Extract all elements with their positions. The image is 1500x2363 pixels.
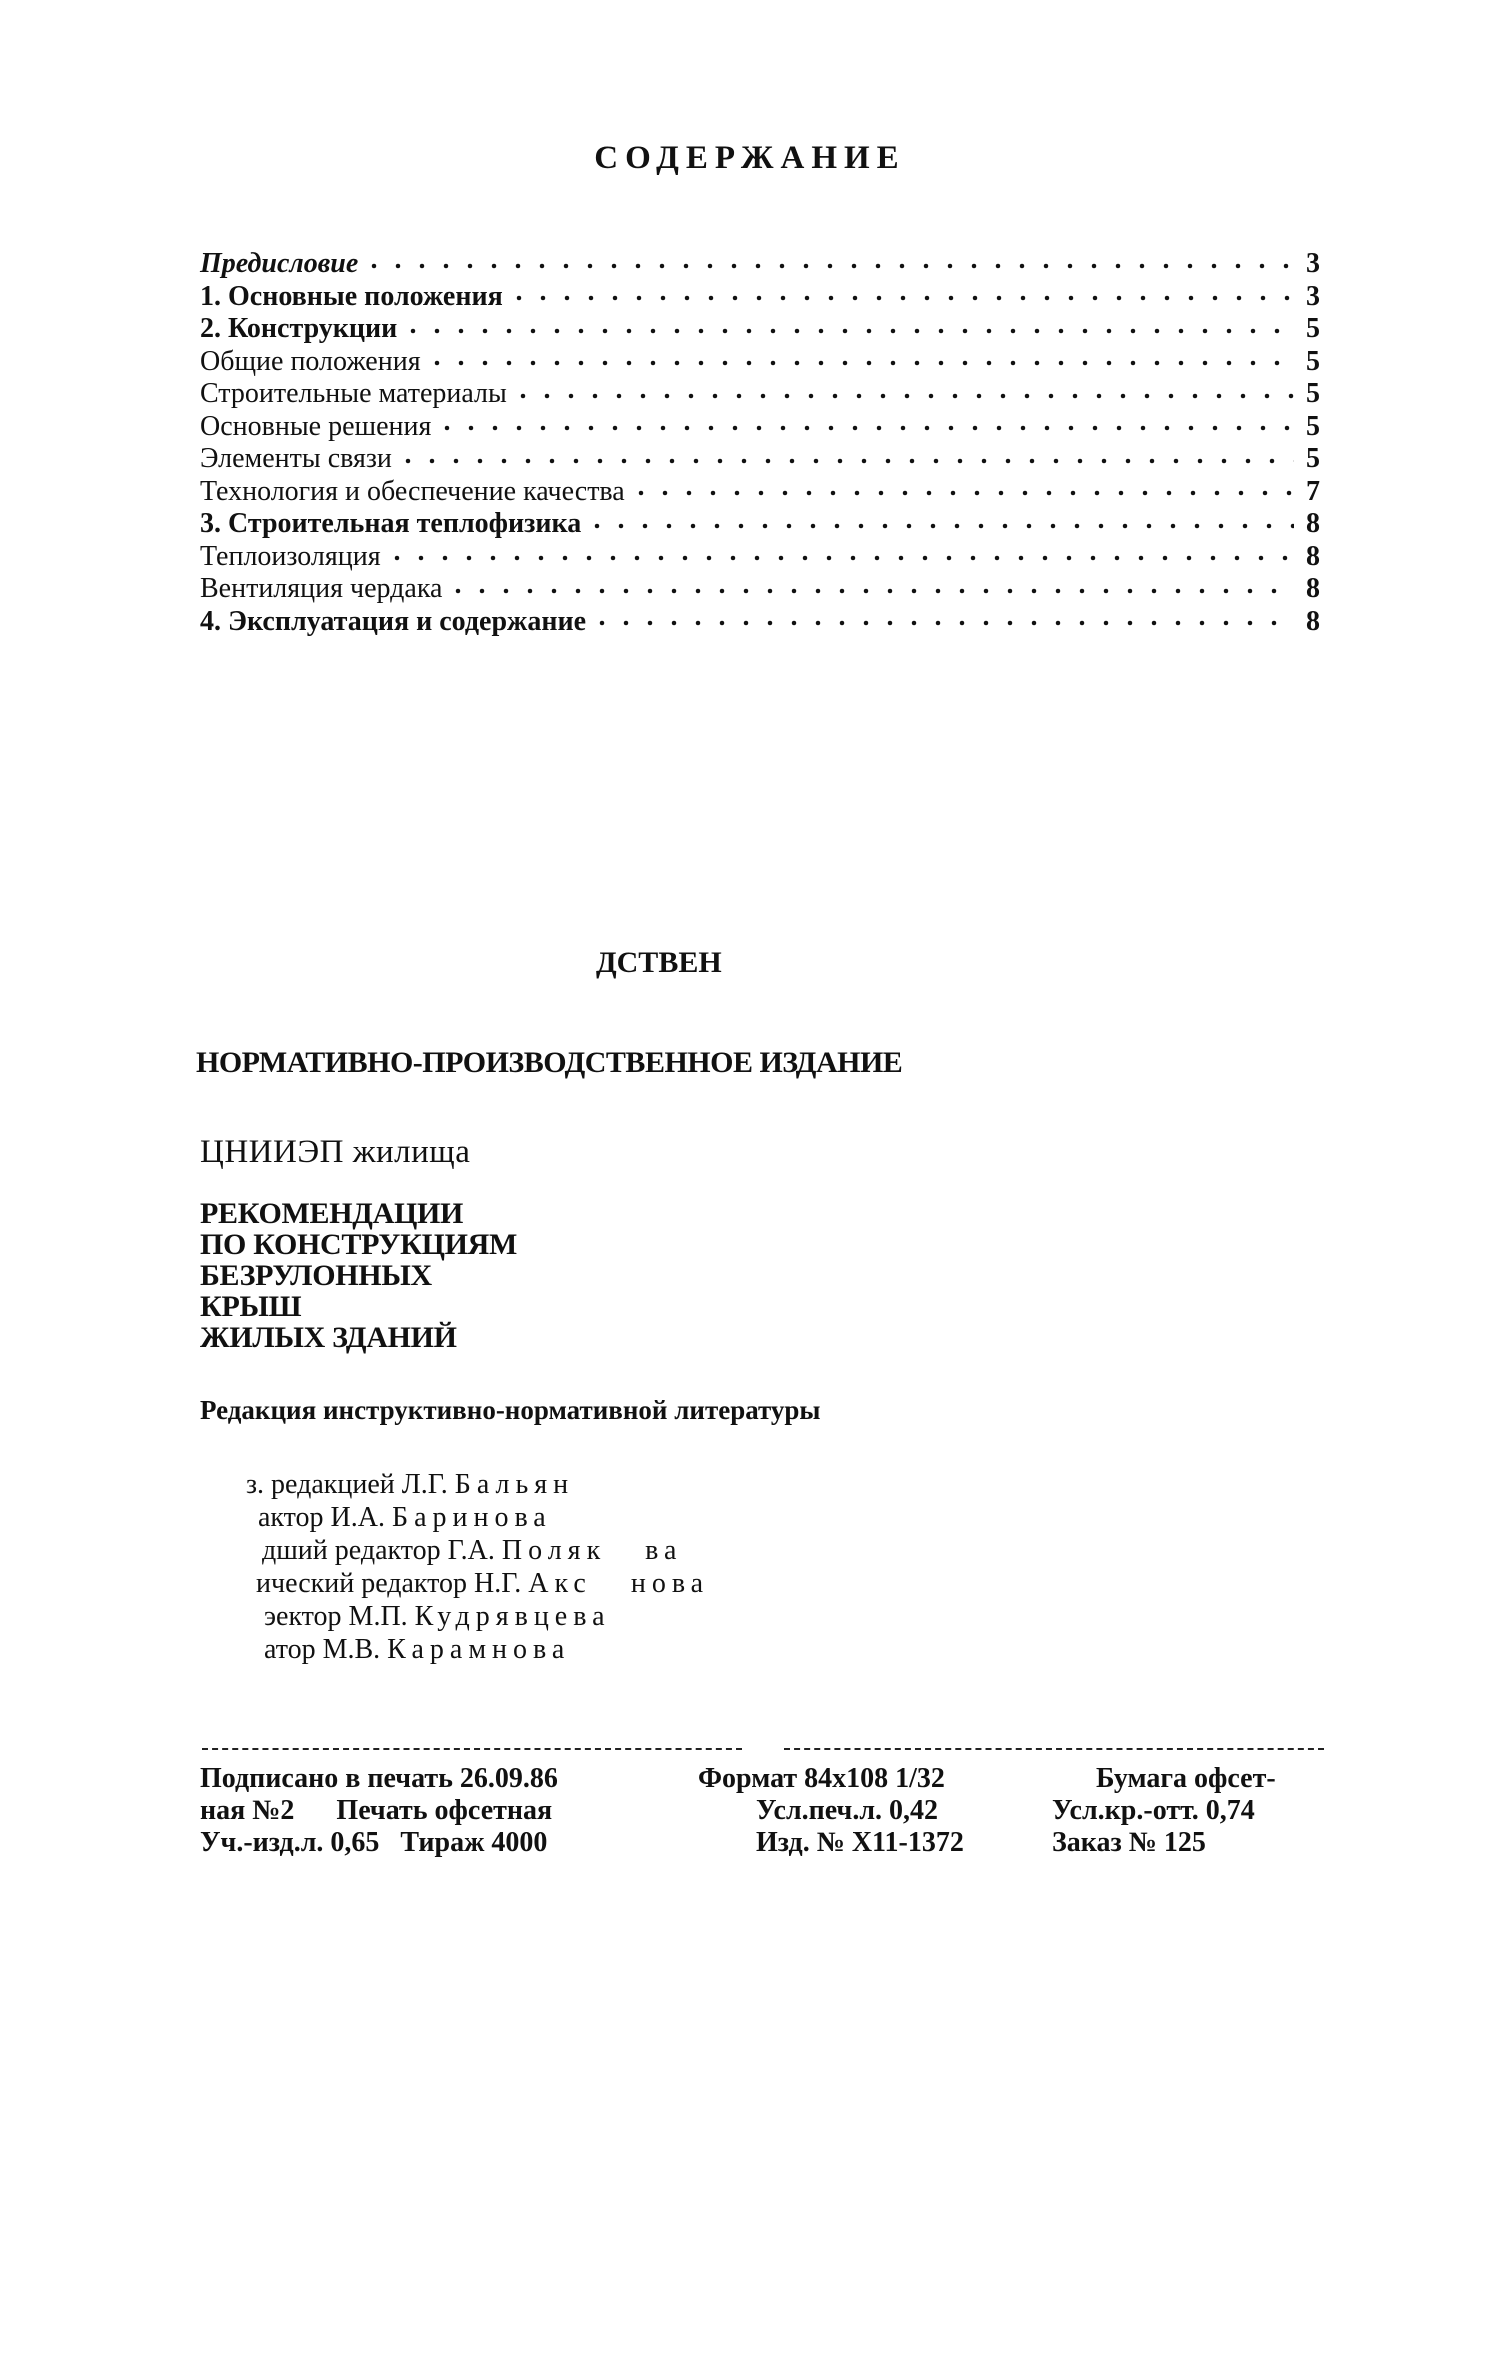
colophon-line: Изд. № Х11-1372: [756, 1827, 964, 1858]
toc-entry-page: 8: [1306, 605, 1320, 637]
credit-name: Акс нова: [528, 1568, 710, 1599]
toc-entry: [200, 573, 1320, 606]
toc-leader-dots: [435, 417, 1294, 443]
credit-line: [258, 1501, 709, 1534]
toc-leader-dots: [507, 287, 1294, 313]
toc-entry-page: 5: [1306, 345, 1320, 377]
toc-entry-label: Технология и обеспечение качества: [200, 475, 625, 507]
toc-entry-label: Строительные материалы: [200, 378, 507, 409]
toc-entry-label: 4. Эксплуатация и содержание: [200, 605, 587, 637]
credit-name: Поляк ва: [501, 1535, 683, 1566]
toc-entry: [200, 346, 1320, 379]
separator-rule: [202, 1748, 742, 1750]
toc-entry-page: 3: [1306, 280, 1320, 312]
toc-entry-label: Элементы связи: [200, 443, 392, 474]
toc-leader-dots: [425, 352, 1294, 378]
credit-name: Баринова: [391, 1502, 552, 1533]
toc-leader-dots: [511, 385, 1294, 411]
colophon-line: Усл.печ.л. 0,42: [756, 1795, 939, 1826]
toc-leader-dots: [446, 580, 1294, 606]
colophon-line: Формат 84х108 1/32: [698, 1763, 945, 1794]
credit-name: Бальян: [454, 1469, 575, 1500]
toc-leader-dots: [590, 612, 1294, 638]
title-line: РЕКОМЕНДАЦИИ: [200, 1197, 464, 1230]
toc-entry-label: Вентиляция чердака: [200, 573, 443, 604]
toc-entry-label: 2. Конструкции: [200, 313, 398, 344]
title-line: БЕЗРУЛОННЫХ: [200, 1259, 432, 1292]
toc-entry: [200, 476, 1320, 509]
toc-entry-page: 5: [1306, 410, 1320, 442]
toc-entry-page: 8: [1306, 508, 1320, 539]
toc-entry-page: 7: [1306, 475, 1320, 507]
credit-line: [256, 1567, 709, 1600]
book-title: [200, 1198, 517, 1353]
imprint-heading: ДСТВЕН: [596, 946, 722, 979]
colophon-column: [1052, 1763, 1276, 1859]
credit-name: Карамнова: [387, 1634, 571, 1665]
toc-entry: [200, 508, 1320, 541]
toc-leader-dots: [362, 255, 1294, 281]
toc-entry-page: 3: [1306, 248, 1320, 279]
colophon-line: Заказ № 125: [1052, 1827, 1206, 1858]
colophon-line: Усл.кр.-отт. 0,74: [1052, 1795, 1255, 1826]
credit-role: эектор М.П.: [264, 1601, 415, 1632]
toc-entry-label: Общие положения: [200, 345, 421, 377]
toc-leader-dots: [585, 515, 1294, 541]
colophon-line: Подписано в печать 26.09.86: [200, 1763, 558, 1794]
colophon-column: [698, 1763, 964, 1859]
credit-line: [246, 1468, 709, 1501]
editorial-credits: [246, 1468, 709, 1666]
toc-leader-dots: [629, 482, 1294, 508]
table-of-contents: [200, 248, 1320, 638]
title-line: ЖИЛЫХ ЗДАНИЙ: [200, 1321, 457, 1354]
credit-line: [264, 1633, 709, 1666]
toc-entry: [200, 313, 1320, 346]
toc-entry-label: 1. Основные положения: [200, 280, 503, 312]
credit-line: [264, 1600, 709, 1633]
credit-role: дший редактор Г.А.: [262, 1535, 502, 1566]
credit-role: ический редактор Н.Г.: [256, 1568, 529, 1599]
separator-rule: [784, 1748, 1324, 1750]
toc-title: СОДЕРЖАНИЕ: [594, 140, 906, 176]
toc-entry-label: 3. Строительная теплофизика: [200, 508, 582, 539]
toc-entry: [200, 281, 1320, 314]
title-line: ПО КОНСТРУКЦИЯМ: [200, 1228, 518, 1261]
credit-role: актор И.А.: [258, 1502, 392, 1533]
toc-leader-dots: [396, 450, 1294, 476]
credit-name: Кудрявцева: [414, 1601, 611, 1632]
colophon-column: [200, 1763, 558, 1859]
publisher-department: Редакция инструктивно-нормативной литературы: [200, 1395, 821, 1425]
toc-entry-label: Основные решения: [200, 410, 432, 442]
colophon-line: ная №2 Печать офсетная: [200, 1795, 553, 1826]
toc-entry-label: Предисловие: [200, 248, 359, 279]
toc-entry: [200, 411, 1320, 444]
toc-entry: [200, 378, 1320, 411]
colophon-line: Уч.-изд.л. 0,65 Тираж 4000: [200, 1827, 548, 1858]
toc-entry: [200, 443, 1320, 476]
credit-role: атор М.В.: [264, 1634, 388, 1665]
toc-entry-page: 5: [1306, 443, 1320, 474]
toc-leader-dots: [401, 320, 1294, 346]
toc-leader-dots: [385, 547, 1294, 573]
title-line: КРЫШ: [200, 1290, 302, 1323]
toc-entry-page: 8: [1306, 540, 1320, 572]
colophon-line: Бумага офсет-: [1082, 1763, 1276, 1794]
organization-name: ЦНИИЭП жилища: [200, 1134, 471, 1170]
edition-type: НОРМАТИВНО-ПРОИЗВОДСТВЕННОЕ ИЗДАНИЕ: [196, 1046, 903, 1079]
credit-line: [262, 1534, 709, 1567]
credit-role: з. редакцией Л.Г.: [246, 1469, 455, 1500]
toc-entry: [200, 606, 1320, 639]
toc-entry: [200, 541, 1320, 574]
toc-entry: [200, 248, 1320, 281]
toc-entry-page: 5: [1306, 313, 1320, 344]
toc-entry-page: 8: [1306, 573, 1320, 604]
toc-entry-page: 5: [1306, 378, 1320, 409]
toc-entry-label: Теплоизоляция: [200, 540, 381, 572]
